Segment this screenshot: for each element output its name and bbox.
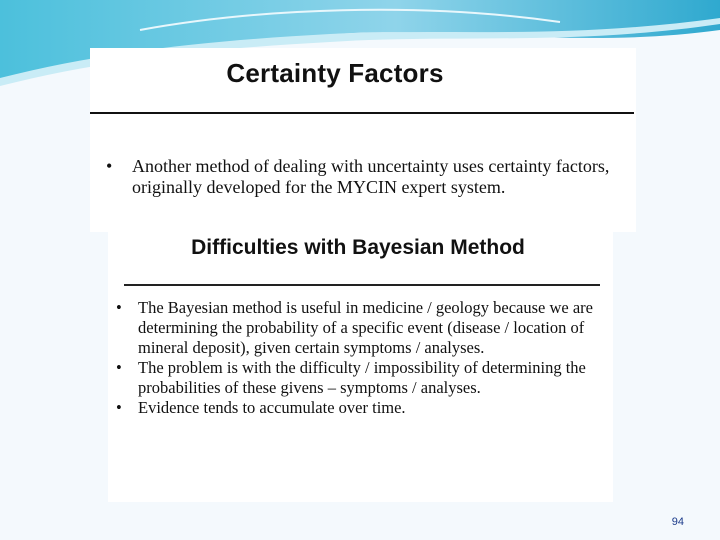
bullet-list-1 <box>106 156 626 198</box>
bullet-item <box>116 398 602 418</box>
bullet-dot: • <box>106 156 113 176</box>
bullet-item <box>116 358 602 398</box>
page-number: 94 <box>671 516 684 528</box>
bullet-text: The Bayesian method is useful in medicine / geology because we are determining the probability of a specific event (disease / location of mineral deposit), given certain symptoms / analyses. <box>138 298 593 357</box>
bullet-list-2 <box>116 298 602 418</box>
bullet-dot: • <box>116 298 122 317</box>
bullet-text: Evidence tends to accumulate over time. <box>138 398 406 417</box>
bullet-item <box>116 298 602 358</box>
bullet-item <box>106 156 626 198</box>
bullet-text: Another method of dealing with uncertainty uses certainty factors, originally developed for the MYCIN expert system. <box>132 156 610 197</box>
title-underline-1 <box>90 112 634 114</box>
bullet-text: The problem is with the difficulty / impossibility of determining the probabilities of these givens – symptoms / analyses. <box>138 358 586 397</box>
bullet-dot: • <box>116 398 122 417</box>
title-certainty-factors: Certainty Factors <box>226 58 444 88</box>
title-difficulties-bayesian: Difficulties with Bayesian Method <box>191 236 525 259</box>
title-underline-2 <box>124 284 600 286</box>
bullet-dot: • <box>116 358 122 377</box>
